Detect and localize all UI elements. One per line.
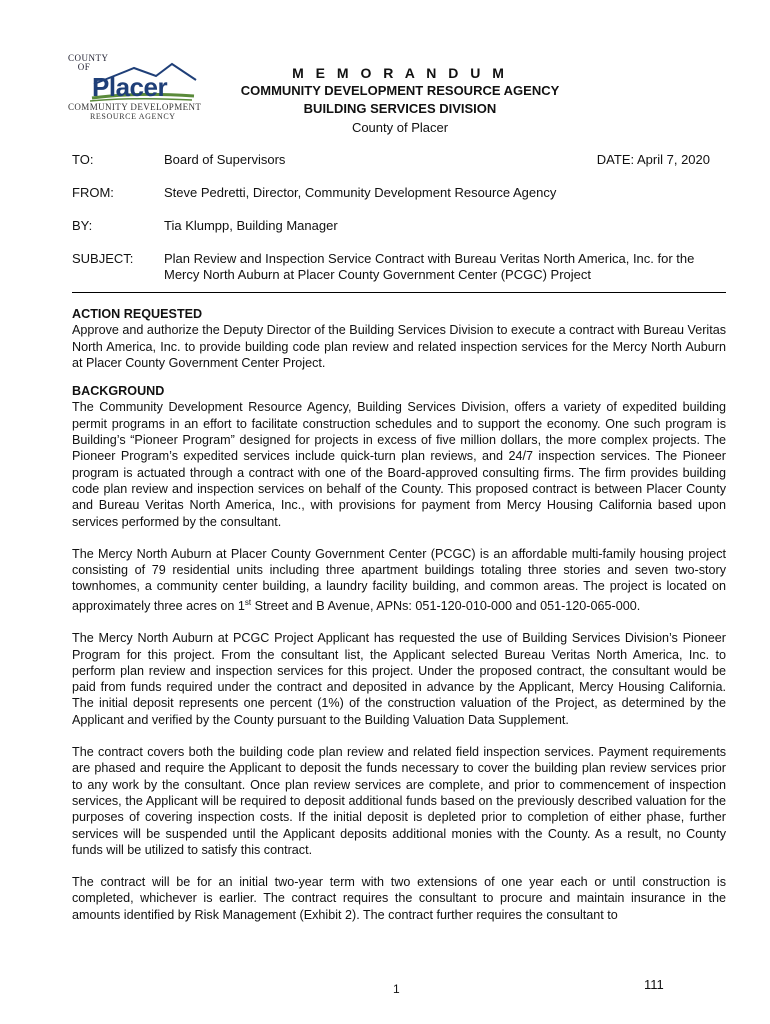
memo-body	[72, 306, 726, 923]
background-paragraph-2: The Mercy North Auburn at Placer County Government Center (PCGC) is an affordable multi-family housing project consisting of 79 residential units including three apartment buildings totaling three stories and seven two-story townhomes, a community center building, a laundry facility building, and common areas. The project is located on approximately three acres on 1st Street and B Avenue, APNs: 051-120-010-000 and 051-120-065-000.	[72, 546, 726, 613]
memo-header	[200, 64, 600, 138]
subject-label: SUBJECT:	[72, 251, 134, 266]
from-value: Steve Pedretti, Director, Community Development Resource Agency	[164, 185, 557, 200]
header-divider	[72, 292, 726, 293]
background-paragraph-4: The contract covers both the building code plan review and related field inspection services. Payment requirements are phased and require the Applicant to deposit the funds necessary to cover the building plan review services prior to any work by the consultant. Once plan review services are complete, and prior to commencement of inspection services, the Applicant will be required to deposit additional funds based on the previously described valuation for the purposes of covering inspection costs. If the initial deposit is depleted prior to completion of either phase, further services will be suspended until the Applicant deposits additional monies with the County. As a result, no County funds will be utilized to satisfy this contract.	[72, 745, 726, 857]
background-heading: BACKGROUND	[72, 384, 165, 399]
county-logo	[64, 54, 204, 126]
subject-value: Plan Review and Inspection Service Contract with Bureau Veritas North America, Inc. for the Mercy North Auburn at Placer County Government Center (PCGC) Project	[164, 251, 695, 282]
page-stamp: 111	[644, 977, 664, 992]
division-title: BUILDING SERVICES DIVISION	[303, 101, 497, 116]
county-title: County of Placer	[351, 120, 449, 135]
action-text: Approve and authorize the Deputy Director of the Building Services Division to execute a contract with Bureau Veritas North America, Inc. to provide building code plan review and related inspection services for the Mercy North Auburn at Placer County Government Center Project.	[72, 323, 726, 370]
background-paragraph-5: The contract will be for an initial two-year term with two extensions of one year each or until construction is completed, whichever is earlier. The contract requires the consultant to procure and maintain insurance in the amounts identified by Risk Management (Exhibit 2). The contract further requires the consultant to	[72, 875, 726, 922]
by-label: BY:	[72, 218, 93, 233]
to-label: TO:	[72, 152, 94, 167]
page-number: 1	[393, 982, 400, 996]
background-paragraph-1: The Community Development Resource Agency, Building Services Division, offers a variety of expedited building permit programs in an effort to facilitate construction schedules and to support the economy. One such program is Building’s “Pioneer Program” designed for projects in excess of five million dollars, the more complex projects. The Pioneer Program’s expedited services include quick-turn plan reviews, and 24/7 inspection services. The Pioneer program is actuated through a contract with one of the Board-approved consulting firms. The firm provides building code plan review and inspection services on behalf of the County. This proposed contract is between Placer County and Bureau Veritas North America, Inc., with provisions for payment from Mercy Housing California based upon services performed by the consultant.	[72, 400, 726, 529]
agency-title: COMMUNITY DEVELOPMENT RESOURCE AGENCY	[240, 83, 560, 98]
action-heading: ACTION REQUESTED	[72, 307, 203, 321]
background-paragraph-3: The Mercy North Auburn at PCGC Project Applicant has requested the use of Building Services Division’s Pioneer Program for this project. From the consultant list, the Applicant selected Bureau Veritas North America, Inc. to perform plan review and inspection services for this project. Under the proposed contract, the consultant would be paid from funds required under the contract and deposited in advance by the Applicant, Mercy Housing California. The initial deposit represents one percent (1%) of the construction valuation of the Project, as determined by the Applicant and verified by the County pursuant to the Building Valuation Data Supplement.	[72, 631, 726, 727]
memo-title: M E M O R A N D U M	[292, 65, 508, 81]
by-value: Tia Klumpp, Building Manager	[164, 218, 338, 233]
to-value: Board of Supervisors	[164, 152, 286, 167]
from-label: FROM:	[72, 185, 114, 200]
logo-agency-line1: COMMUNITY DEVELOPMENT	[68, 102, 202, 112]
logo-placer-text: Placer	[92, 72, 168, 102]
memo-date: DATE: April 7, 2020	[596, 152, 710, 167]
logo-county-text: COUNTY OF	[68, 53, 109, 72]
logo-agency-line2: RESOURCE AGENCY	[90, 112, 176, 121]
